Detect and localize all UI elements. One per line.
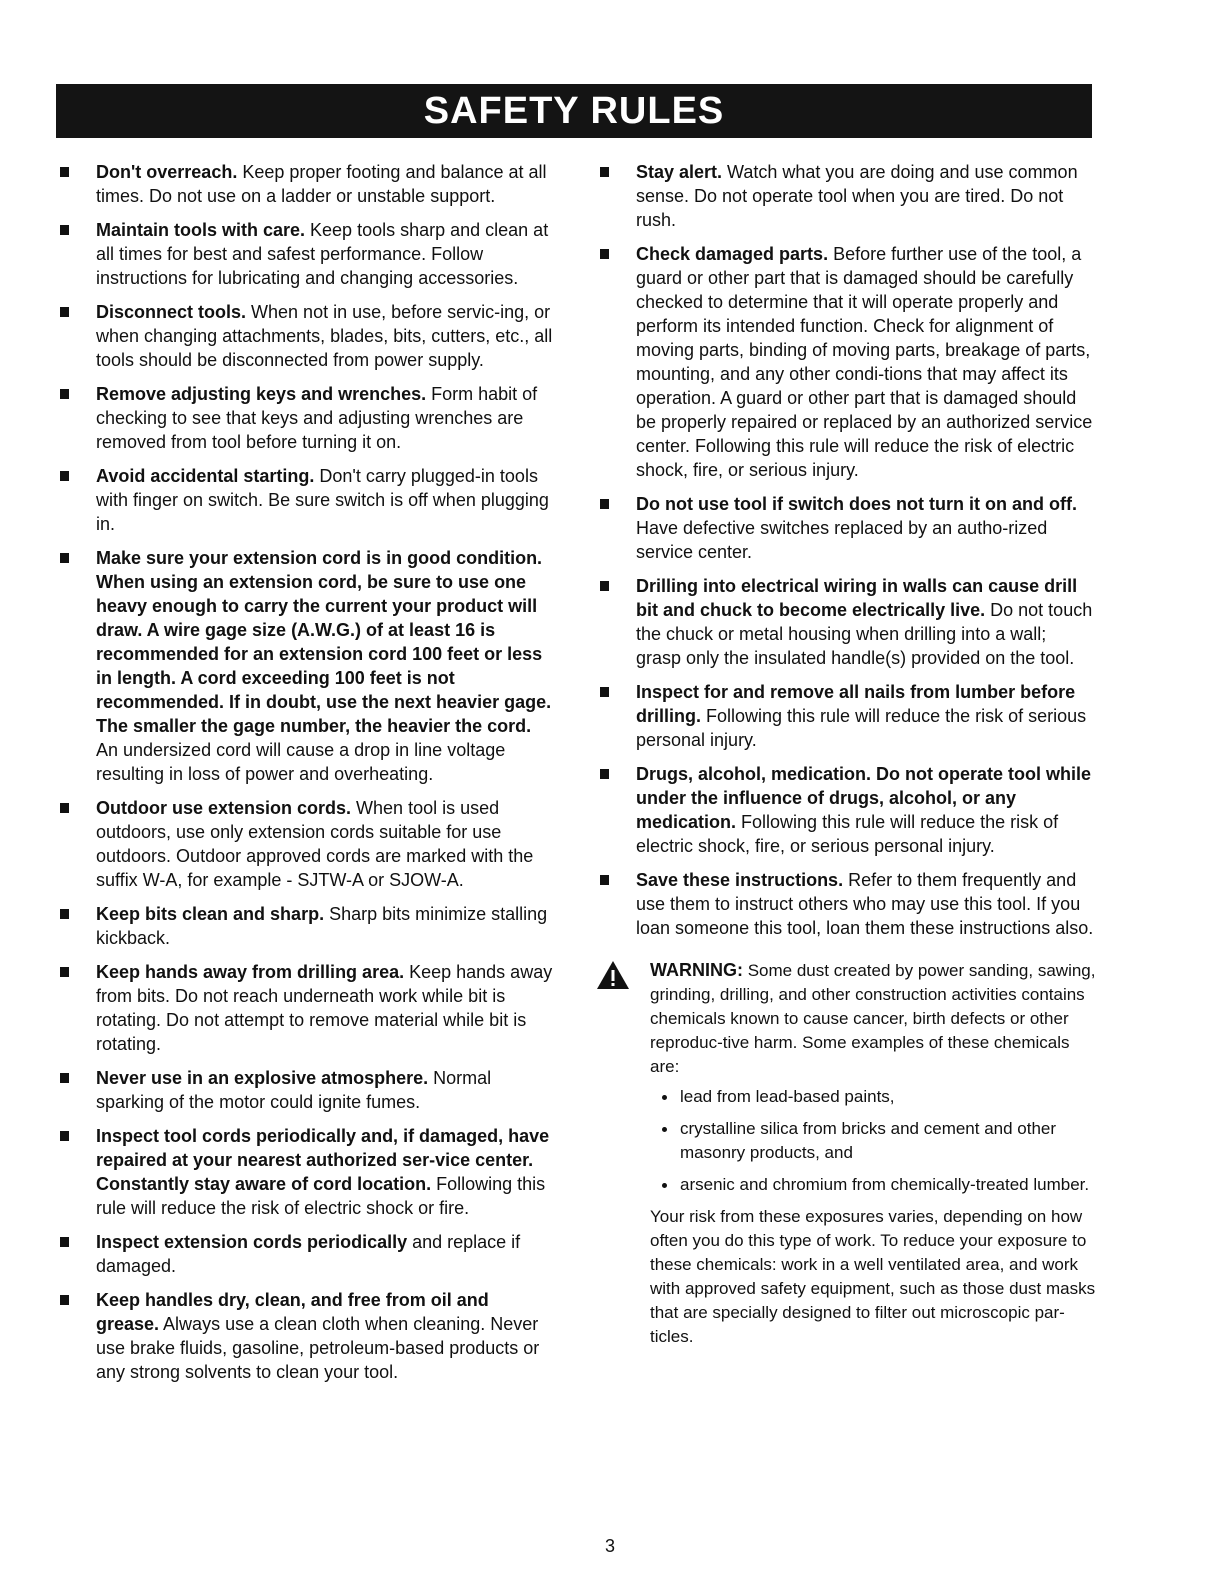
rule-heading: Remove adjusting keys and wrenches. xyxy=(96,384,427,404)
rule-heading: Stay alert. xyxy=(636,162,723,182)
left-column xyxy=(56,160,556,1394)
square-bullet-icon xyxy=(60,1237,69,1247)
rule-heading: Keep bits clean and sharp. xyxy=(96,904,325,924)
rule-text: Refer to them frequently and use them to instruct others who may use this tool. If you loan someone this tool, loan them these instructions also. xyxy=(636,870,1094,938)
rule-heading: Keep handles dry, clean, and free from oil and grease. xyxy=(96,1290,489,1334)
warning-block xyxy=(596,958,1096,1349)
square-bullet-icon xyxy=(60,1131,69,1141)
rule-item xyxy=(56,382,556,454)
list-item xyxy=(650,1117,1096,1165)
rule-item xyxy=(56,796,556,892)
page-title-banner xyxy=(56,84,1092,138)
rule-heading: Don't overreach. xyxy=(96,162,238,182)
square-bullet-icon xyxy=(60,389,69,399)
rule-heading: Keep hands away from drilling area. xyxy=(96,962,405,982)
rule-text: Sharp bits minimize stalling kickback. xyxy=(96,904,548,948)
rule-item xyxy=(596,492,1096,564)
right-column xyxy=(596,160,1096,1349)
square-bullet-icon xyxy=(60,909,69,919)
rule-text: Normal sparking of the motor could ignite fumes. xyxy=(96,1068,492,1112)
rule-item xyxy=(596,160,1096,232)
square-bullet-icon xyxy=(60,1295,69,1305)
warning-text: Some dust created by power sanding, sawing, grinding, drilling, and other construction activities contains chemicals known to cause cancer, birth defects or other reproduc-tive harm. Some examples of these chemicals are: xyxy=(650,961,1096,1076)
rule-heading: Inspect for and remove all nails from lumber before drilling. xyxy=(636,682,1076,726)
rule-item xyxy=(56,464,556,536)
dot-bullet-icon xyxy=(662,1127,667,1132)
rule-heading: Maintain tools with care. xyxy=(96,220,306,240)
rule-item xyxy=(596,868,1096,940)
list-item-text: arsenic and chromium from chemically-treated lumber. xyxy=(680,1175,1090,1194)
rule-text: Have defective switches replaced by an autho-rized service center. xyxy=(636,518,1048,562)
rule-heading: Check damaged parts. xyxy=(636,244,829,264)
square-bullet-icon xyxy=(60,803,69,813)
rule-item xyxy=(56,1066,556,1114)
rule-heading: Outdoor use extension cords. xyxy=(96,798,352,818)
rule-text: Don't carry plugged-in tools with finger on switch. Be sure switch is off when plugging in. xyxy=(96,466,549,534)
square-bullet-icon xyxy=(60,967,69,977)
rule-item xyxy=(56,960,556,1056)
list-item xyxy=(650,1085,1096,1109)
rule-text: Following this rule will reduce the risk of electric shock, fire, or serious personal injury. xyxy=(636,812,1059,856)
square-bullet-icon xyxy=(600,167,609,177)
rule-item xyxy=(596,762,1096,858)
rule-heading: Make sure your extension cord is in good condition. When using an extension cord, be sure to use one heavy enough to carry the current your product will draw. A wire gage size (A.W.G.) of at least 16 is recommended for an extension cord 100 feet or less in length. A cord exceeding 100 feet is not recommended. If in doubt, use the next heavier gage. The smaller the gage number, the heavier the cord. xyxy=(96,548,552,736)
chemical-list xyxy=(650,1085,1096,1197)
list-item xyxy=(650,1173,1096,1197)
rule-item xyxy=(596,574,1096,670)
square-bullet-icon xyxy=(600,769,609,779)
rule-text: An undersized cord will cause a drop in line voltage resulting in loss of power and overheating. xyxy=(96,740,506,784)
rule-heading: Disconnect tools. xyxy=(96,302,247,322)
rule-text: Following this rule will reduce the risk of serious personal injury. xyxy=(636,706,1087,750)
square-bullet-icon xyxy=(60,167,69,177)
rule-heading: Drugs, alcohol, medication. Do not operate tool while under the influence of drugs, alcohol, or any medication. xyxy=(636,764,1092,832)
square-bullet-icon xyxy=(600,499,609,509)
square-bullet-icon xyxy=(600,249,609,259)
rule-text: and replace if damaged. xyxy=(96,1232,521,1276)
rule-item xyxy=(56,300,556,372)
rule-text: Keep proper footing and balance at all times. Do not use on a ladder or unstable support. xyxy=(96,162,547,206)
warning-label: WARNING: xyxy=(650,960,743,980)
rule-item xyxy=(56,160,556,208)
rule-item xyxy=(56,218,556,290)
rule-heading: Do not use tool if switch does not turn it on and off. xyxy=(636,494,1077,514)
rule-item xyxy=(596,680,1096,752)
rule-item xyxy=(56,1230,556,1278)
page-number: 3 xyxy=(604,1536,615,1556)
rule-heading: Drilling into electrical wiring in walls can cause drill bit and chuck to become electrically live. xyxy=(636,576,1078,620)
list-item-text: lead from lead-based paints, xyxy=(680,1087,895,1106)
rule-text: Always use a clean cloth when cleaning. Never use brake fluids, gasoline, petroleum-based products or any strong solvents to clean your tool. xyxy=(96,1314,540,1382)
rule-item xyxy=(56,546,556,786)
warning-intro xyxy=(650,958,1096,1079)
rule-text: Keep hands away from bits. Do not reach underneath work while bit is rotating. Do not attempt to remove material while bit is rotating. xyxy=(96,962,553,1054)
warning-triangle-icon xyxy=(596,960,630,990)
dot-bullet-icon xyxy=(662,1095,667,1100)
rule-heading: Never use in an explosive atmosphere. xyxy=(96,1068,429,1088)
rule-text: Following this rule will reduce the risk of electric shock or fire. xyxy=(96,1174,546,1218)
square-bullet-icon xyxy=(600,875,609,885)
square-bullet-icon xyxy=(600,581,609,591)
square-bullet-icon xyxy=(60,553,69,563)
rule-heading: Inspect extension cords periodically xyxy=(96,1232,408,1252)
rule-text: When not in use, before servic-ing, or when changing attachments, blades, bits, cutters, etc., all tools should be disconnected from power supply. xyxy=(96,302,553,370)
rule-text: When tool is used outdoors, use only extension cords suitable for use outdoors. Outdoor approved cords are marked with the suffix W-A, for example - SJTW-A or SJOW-A. xyxy=(96,798,534,890)
square-bullet-icon xyxy=(60,471,69,481)
rule-item xyxy=(56,1288,556,1384)
rule-heading: Avoid accidental starting. xyxy=(96,466,315,486)
rule-text: Keep tools sharp and clean at all times for best and safest performance. Follow instructions for lubricating and changing accessories. xyxy=(96,220,549,288)
rule-text: Watch what you are doing and use common sense. Do not operate tool when you are tired. Do not rush. xyxy=(636,162,1078,230)
list-item-text: crystalline silica from bricks and cement and other masonry products, and xyxy=(680,1119,1057,1162)
square-bullet-icon xyxy=(60,1073,69,1083)
rule-text: Before further use of the tool, a guard or other part that is damaged should be carefully checked to determine that it will operate properly and perform its intended function. Check for alignment of moving parts, binding of moving parts, breakage of parts, mounting, and any other condi-tions that may affect its operation. A guard or other part that is damaged should be properly repaired or replaced by an authorized service center. Following this rule will reduce the risk of electric shock, fire, or serious injury. xyxy=(636,244,1093,480)
dot-bullet-icon xyxy=(662,1183,667,1188)
rule-heading: Inspect tool cords periodically and, if damaged, have repaired at your nearest authorized ser-vice center. Constantly stay aware of cord location. xyxy=(96,1126,550,1194)
square-bullet-icon xyxy=(60,225,69,235)
square-bullet-icon xyxy=(600,687,609,697)
rule-item xyxy=(596,242,1096,482)
warning-outro: Your risk from these exposures varies, depending on how often you do this type of work. To reduce your exposure to these chemicals: work in a well ventilated area, and work with approved safety equipment, such as those dust masks that are specially designed to filter out microscopic par-ticles. xyxy=(650,1207,1096,1346)
rule-item xyxy=(56,902,556,950)
square-bullet-icon xyxy=(60,307,69,317)
page-title: SAFETY RULES xyxy=(423,89,725,132)
rule-text: Do not touch the chuck or metal housing when drilling into a wall; grasp only the insulated handle(s) provided on the tool. xyxy=(636,600,1093,668)
rule-item xyxy=(56,1124,556,1220)
rule-text: Form habit of checking to see that keys and adjusting wrenches are removed from tool before turning it on. xyxy=(96,384,538,452)
rule-heading: Save these instructions. xyxy=(636,870,844,890)
